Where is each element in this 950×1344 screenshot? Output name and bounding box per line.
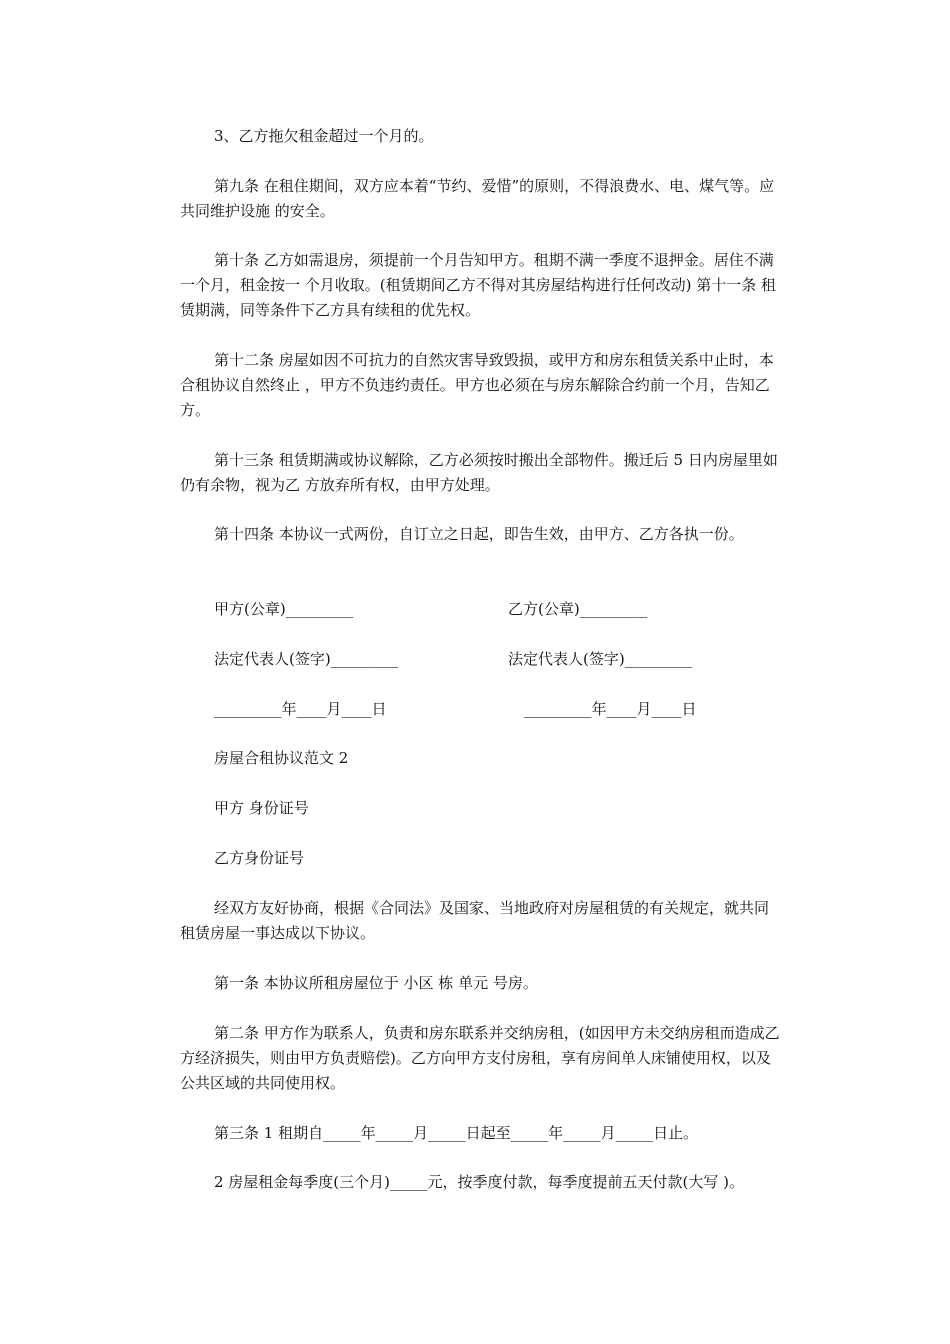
party-a-rep-line: 法定代表人(签字)_________ <box>214 650 399 668</box>
paragraph-article-14: 第十四条 本协议一式两份，自订立之日起，即告生效，由甲方、乙方各执一份。 <box>214 525 744 543</box>
party-a-id-line: 甲方 身份证号 <box>214 799 309 817</box>
paragraph-article-3-2: 2 房屋租金每季度(三个月)_____元，按季度付款，每季度提前五天付款(大写 )。 <box>214 1173 744 1191</box>
party-a-date-line: _________年____月____日 <box>214 700 387 718</box>
paragraph-article-10: 第十条 乙方如需退房，须提前一个月告知甲方。租期不满一季度不退押金。居住不满一个月，租金按一 个月收取。(租赁期间乙方不得对其房屋结构进行任何改动) 第十一条 租赁期满，同等条件下乙方具有续租的优先权。 <box>180 251 777 319</box>
party-b-seal-line: 乙方(公章)_________ <box>508 600 648 618</box>
paragraph-article-3-1: 第三条 1 租期自_____年_____月_____日起至_____年_____月_____日止。 <box>214 1124 699 1142</box>
party-a-seal-line: 甲方(公章)_________ <box>214 600 354 618</box>
party-b-rep-line: 法定代表人(签字)_________ <box>508 650 693 668</box>
paragraph-intro: 经双方友好协商，根据《合同法》及国家、当地政府对房屋租赁的有关规定，就共同租赁房屋一事达成以下协议。 <box>180 899 770 942</box>
paragraph-clause-3: 3、乙方拖欠租金超过一个月的。 <box>214 127 434 145</box>
paragraph-article-13: 第十三条 租赁期满或协议解除，乙方必须按时搬出全部物件。搬迁后 5 日内房屋里如仍有余物，视为乙 方放弃所有权，由甲方处理。 <box>180 451 778 494</box>
party-b-date-line: _________年____月____日 <box>524 700 697 718</box>
party-b-id-line: 乙方身份证号 <box>214 849 305 867</box>
paragraph-article-12: 第十二条 房屋如因不可抗力的自然灾害导致毁损，或甲方和房东租赁关系中止时，本合租协议自然终止 ，甲方不负违约责任。甲方也必须在与房东解除合约前一个月，告知乙方。 <box>180 351 774 419</box>
paragraph-article-1: 第一条 本协议所租房屋位于 小区 栋 单元 号房。 <box>214 974 538 992</box>
section-title: 房屋合租协议范文 2 <box>214 749 349 767</box>
paragraph-article-2: 第二条 甲方作为联系人，负责和房东联系并交纳房租，(如因甲方未交纳房租而造成乙方经济损失，则由甲方负责赔偿)。乙方向甲方支付房租，享有房间单人床铺使用权，以及公共区域的共同使用权。 <box>180 1024 780 1092</box>
paragraph-article-9: 第九条 在租住期间，双方应本着“节约、爱惜”的原则，不得浪费水、电、煤气等。应共同维护设施 的安全。 <box>180 177 775 220</box>
